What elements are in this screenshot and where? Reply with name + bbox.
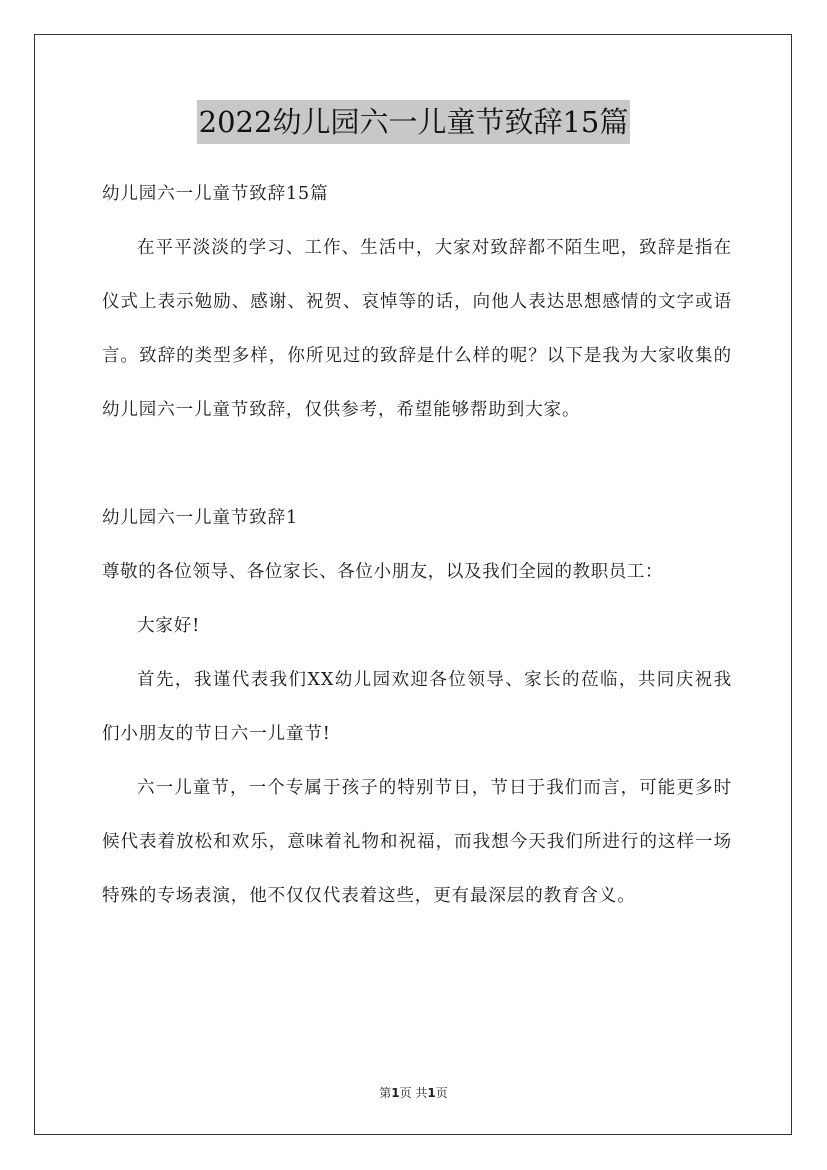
footer-mid: 页 共	[399, 1086, 428, 1100]
document-body	[102, 167, 732, 923]
section-spacer	[102, 437, 732, 491]
page-footer	[0, 1084, 827, 1101]
footer-total-pages: 1	[427, 1086, 436, 1100]
greeting: 大家好!	[137, 616, 201, 636]
footer-page-number: 1	[391, 1086, 400, 1100]
title-container	[0, 100, 827, 144]
section-heading: 幼儿园六一儿童节致辞1	[102, 508, 299, 528]
body-paragraph-1: 首先，我谨代表我们XX幼儿园欢迎各位领导、家长的莅临，共同庆祝我们小朋友的节日六一儿童节!	[102, 670, 732, 744]
document-title: 2022幼儿园六一儿童节致辞15篇	[197, 100, 631, 144]
footer-prefix: 第	[379, 1086, 392, 1100]
document-subtitle: 幼儿园六一儿童节致辞15篇	[102, 184, 329, 204]
footer-suffix: 页	[435, 1086, 448, 1100]
body-paragraph-2: 六一儿童节，一个专属于孩子的特别节日，节日于我们而言，可能更多时候代表着放松和欢乐，意味着礼物和祝福，而我想今天我们所进行的这样一场特殊的专场表演，他不仅仅代表着这些，更有最深层的教育含义。	[102, 778, 732, 906]
intro-paragraph: 在平平淡淡的学习、工作、生活中，大家对致辞都不陌生吧，致辞是指在仪式上表示勉励、感谢、祝贺、哀悼等的话，向他人表达思想感情的文字或语言。致辞的类型多样，你所见过的致辞是什么样的呢？以下是我为大家收集的幼儿园六一儿童节致辞，仅供参考，希望能够帮助到大家。	[102, 238, 732, 420]
salutation: 尊敬的各位领导、各位家长、各位小朋友，以及我们全园的教职员工：	[102, 562, 664, 582]
